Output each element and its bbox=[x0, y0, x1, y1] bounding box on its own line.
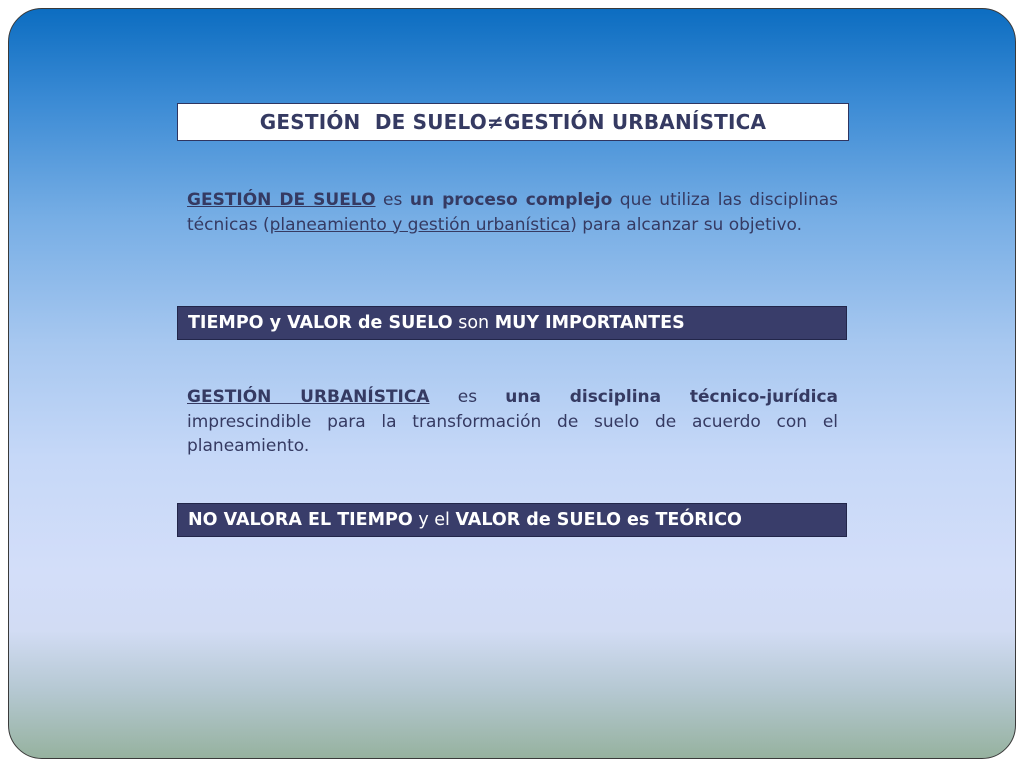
term-gestion-urbanistica: GESTIÓN URBANÍSTICA bbox=[187, 387, 430, 407]
para2-text-1: es bbox=[429, 387, 506, 407]
para1-text-1: es bbox=[375, 190, 410, 210]
highlight-box-no-valora bbox=[177, 503, 847, 537]
para2-bold-1: una disciplina técnico-jurídica bbox=[505, 387, 839, 407]
slide bbox=[8, 8, 1016, 759]
not-equal-symbol: ≠ bbox=[486, 110, 504, 134]
box1-text-1: son bbox=[452, 313, 495, 333]
title-left: GESTIÓN DE SUELO bbox=[259, 110, 487, 134]
box2-bold-1: NO VALORA EL TIEMPO bbox=[188, 510, 413, 530]
term-gestion-suelo: GESTIÓN DE SUELO bbox=[187, 190, 376, 210]
box1-bold-2: MUY IMPORTANTES bbox=[494, 313, 685, 333]
box2-bold-2: VALOR de SUELO es TEÓRICO bbox=[455, 510, 742, 530]
para2-text-2: imprescindible para la transformación de suelo de acuerdo con el planeamiento. bbox=[187, 411, 838, 456]
title-right: GESTIÓN URBANÍSTICA bbox=[503, 110, 767, 134]
slide-title bbox=[177, 103, 849, 141]
para1-text-3: ) para alcanzar su objetivo. bbox=[570, 214, 803, 235]
box1-bold-1: TIEMPO y VALOR de SUELO bbox=[188, 313, 453, 333]
para1-text-2: que utiliza las disciplinas técnicas ( bbox=[187, 190, 838, 235]
para1-underlined: planeamiento y gestión urbanística bbox=[269, 214, 571, 235]
para1-bold-1: un proceso complejo bbox=[409, 190, 613, 210]
definition-gestion-urbanistica bbox=[187, 385, 838, 459]
box2-text-1: y el bbox=[412, 510, 456, 530]
highlight-box-tiempo-valor bbox=[177, 306, 847, 340]
definition-gestion-suelo bbox=[187, 188, 838, 237]
